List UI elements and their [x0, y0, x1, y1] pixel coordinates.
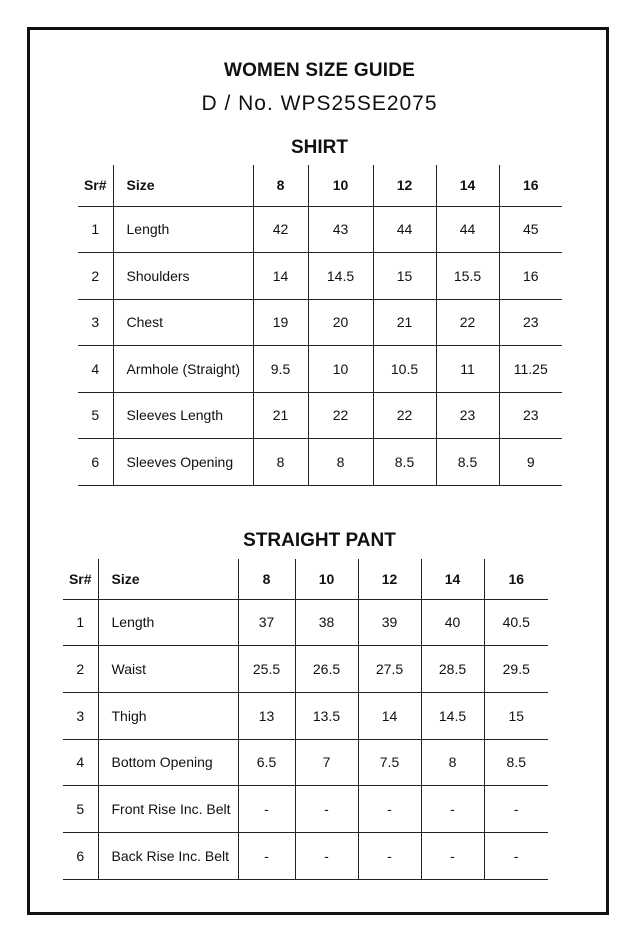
cell: 8.5 [436, 439, 499, 486]
shirt-heading: SHIRT [291, 137, 348, 158]
cell: 44 [436, 206, 499, 253]
table-header-row [63, 559, 548, 599]
cell: 14.5 [421, 692, 484, 739]
cell: - [484, 832, 548, 879]
column-header: Size [98, 559, 238, 599]
table-row [78, 206, 562, 253]
cell: 9 [499, 439, 562, 486]
cell: 11 [436, 346, 499, 393]
cell: 11.25 [499, 346, 562, 393]
table-row [63, 599, 548, 646]
cell: 3 [78, 299, 113, 346]
cell: 43 [308, 206, 373, 253]
cell: 15 [484, 692, 548, 739]
cell: 44 [373, 206, 436, 253]
cell: 21 [373, 299, 436, 346]
cell: 4 [63, 739, 98, 786]
cell: 9.5 [253, 346, 308, 393]
cell: 37 [238, 599, 295, 646]
cell: 6 [78, 439, 113, 486]
table-row [63, 692, 548, 739]
cell: 6 [63, 832, 98, 879]
design-number: D / No. WPS25SE2075 [201, 92, 438, 115]
cell: 6.5 [238, 739, 295, 786]
cell: 23 [499, 392, 562, 439]
cell: - [421, 786, 484, 833]
cell: 8.5 [484, 739, 548, 786]
column-header: Size [113, 165, 253, 206]
cell: Waist [98, 646, 238, 693]
table-row [63, 832, 548, 879]
cell: Front Rise Inc. Belt [98, 786, 238, 833]
column-header: 16 [499, 165, 562, 206]
cell: - [358, 832, 421, 879]
cell: - [358, 786, 421, 833]
column-header: Sr# [83, 177, 107, 194]
cell: 15.5 [436, 253, 499, 300]
cell: 19 [253, 299, 308, 346]
table-row [78, 346, 562, 393]
cell: - [484, 786, 548, 833]
pant-heading: STRAIGHT PANT [243, 530, 396, 551]
cell: Sleeves Opening [113, 439, 253, 486]
cell: Bottom Opening [98, 739, 238, 786]
table-row [78, 299, 562, 346]
cell: Armhole (Straight) [113, 346, 253, 393]
cell: 39 [358, 599, 421, 646]
column-header: 10 [295, 559, 358, 599]
cell: 25.5 [238, 646, 295, 693]
cell: 14.5 [308, 253, 373, 300]
cell: 10 [308, 346, 373, 393]
cell: Chest [113, 299, 253, 346]
cell: 15 [373, 253, 436, 300]
cell: Sleeves Length [113, 392, 253, 439]
page-title: WOMEN SIZE GUIDE [223, 60, 416, 81]
cell: 7 [295, 739, 358, 786]
cell: - [238, 786, 295, 833]
cell: 45 [499, 206, 562, 253]
cell: 16 [499, 253, 562, 300]
shirt-size-table [78, 165, 562, 486]
cell: 26.5 [295, 646, 358, 693]
cell: 29.5 [484, 646, 548, 693]
cell: 8 [308, 439, 373, 486]
cell: 2 [78, 253, 113, 300]
cell: - [295, 832, 358, 879]
table-row [63, 646, 548, 693]
column-header: 8 [238, 559, 295, 599]
cell: 20 [308, 299, 373, 346]
cell: 28.5 [421, 646, 484, 693]
cell: 22 [308, 392, 373, 439]
cell: 40.5 [484, 599, 548, 646]
cell: Length [113, 206, 253, 253]
cell: Back Rise Inc. Belt [98, 832, 238, 879]
cell: 2 [63, 646, 98, 693]
cell: 8.5 [373, 439, 436, 486]
cell: - [295, 786, 358, 833]
cell: 23 [499, 299, 562, 346]
cell: Shoulders [113, 253, 253, 300]
cell: 14 [358, 692, 421, 739]
pant-size-table [63, 559, 548, 880]
cell: 22 [373, 392, 436, 439]
cell: 1 [78, 206, 113, 253]
cell: 40 [421, 599, 484, 646]
cell: 42 [253, 206, 308, 253]
cell: - [238, 832, 295, 879]
cell: 5 [78, 392, 113, 439]
column-header: Sr# [68, 570, 92, 587]
table-row [63, 786, 548, 833]
cell: 4 [78, 346, 113, 393]
cell: 21 [253, 392, 308, 439]
cell: Thigh [98, 692, 238, 739]
cell: 38 [295, 599, 358, 646]
table-row [78, 439, 562, 486]
column-header: 12 [358, 559, 421, 599]
column-header: 10 [308, 165, 373, 206]
cell: 22 [436, 299, 499, 346]
cell: 7.5 [358, 739, 421, 786]
cell: 8 [421, 739, 484, 786]
cell: 14 [253, 253, 308, 300]
table-header-row [78, 165, 562, 206]
cell: 10.5 [373, 346, 436, 393]
table-row [78, 392, 562, 439]
table-row [63, 739, 548, 786]
table-row [78, 253, 562, 300]
cell: 27.5 [358, 646, 421, 693]
column-header: 8 [253, 165, 308, 206]
column-header: 12 [373, 165, 436, 206]
cell: Length [98, 599, 238, 646]
cell: 3 [63, 692, 98, 739]
cell: 1 [63, 599, 98, 646]
cell: 5 [63, 786, 98, 833]
column-header: 16 [484, 559, 548, 599]
cell: 8 [253, 439, 308, 486]
column-header: 14 [436, 165, 499, 206]
cell: 23 [436, 392, 499, 439]
cell: - [421, 832, 484, 879]
cell: 13.5 [295, 692, 358, 739]
cell: 13 [238, 692, 295, 739]
column-header: 14 [421, 559, 484, 599]
